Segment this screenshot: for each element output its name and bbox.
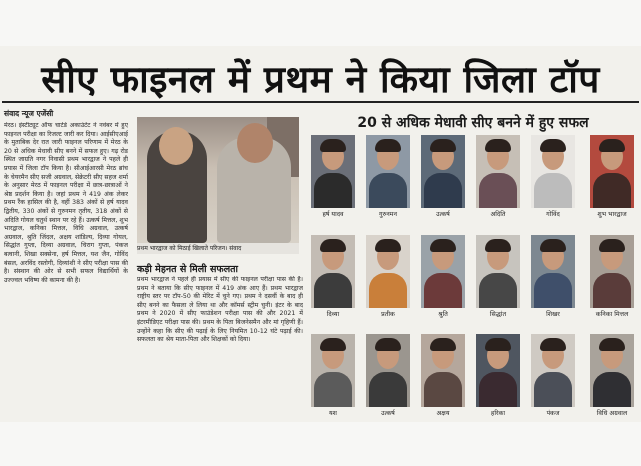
student-photo-body	[534, 273, 572, 308]
student-photo	[421, 135, 465, 208]
student-photo	[311, 334, 355, 407]
student-card	[590, 334, 634, 420]
photo-person-right-head	[237, 123, 273, 163]
student-photo	[531, 235, 575, 308]
student-photo-hair	[430, 338, 456, 351]
article-column-2: प्रथम भारद्वाज ने पहले ही प्रयास में सीए की फाइनल परीक्षा पास की है। प्रथम ने बताया कि सीए फाइनल में 419 अंक आए हैं। प्रथम भारद्वाज राष्ट्रीय स्तर पर टॉप-50 की मेरिट में चुने गए। प्रथम ने दसवीं के बाद ही सीए बनने का फैसला ले लिया था और कॉमर्स स्ट्रीम चुनी। इंटर के बाद प्रथम ने 2020 में सीए फाउंडेशन परीक्षा पास की और 2021 में इंटरमीडिएट परीक्षा पास की। प्रथम के पिता बिजनेसमैन और मां गृहिणी हैं। उन्होंने कहा कि सीए की पढ़ाई के लिए नियमित 10-12 घंटे पढ़ाई की। सफलता का श्रेय माता-पिता और शिक्षकों को दिया।	[137, 276, 303, 344]
student-card	[476, 235, 520, 321]
student-photo-hair	[540, 338, 566, 351]
student-photo-hair	[599, 338, 625, 351]
page-top-margin	[0, 0, 641, 46]
student-card	[476, 334, 520, 420]
student-card	[311, 135, 355, 221]
student-photo-hair	[320, 139, 346, 152]
student-name: हर्ष यादव	[322, 211, 344, 218]
student-photo-hair	[540, 139, 566, 152]
student-photo-hair	[430, 239, 456, 252]
student-card	[366, 235, 410, 321]
article-column-1: मेरठ। इंस्टीट्यूट ऑफ चार्टर्ड अकाउंटेंट ने नवंबर में हुए फाइनल परीक्षा का रिजल्ट जारी कर दिया। आईसीएआई के मुताबिक देर रात जारी फाइनल परिणाम में मेरठ के 20 से अधिक मेधावी सीए बनने में सफल हुए। गढ़ रोड स्थित जाग्रति नगर निवासी प्रथम भारद्वाज ने पहले ही प्रयास में जिला टॉप किया है। सीआईआरसी मेरठ ब्रांच के चेयरमैन सीए सजी अग्रवाल, सेक्रेटरी सीए सहज शर्मा के अनुसार मेरठ में फाइनल परीक्षा में छात्र-छात्राओं ने श्रेष्ठ प्रदर्शन किया है। जहां प्रथम ने 419 अंक लेकर प्रथम रैंक हासिल की है, वहीं 383 अंकों से हर्ष यादव द्वितीय, 330 अंकों से गुरुनमन तृतीय, 318 अंकों से अदिति गोयल चतुर्थ स्थान पर रहे हैं। उत्कर्ष मित्तल, शुभ भारद्वाज, कनिका मित्तल, विधि अग्रवाल, उत्कर्ष अग्रवाल, श्रुति जिंदल, अक्षय शांडिल्य, दिव्या गोयल, सिद्धांत गुप्ता, दिव्या अग्रवाल, चिराग गुप्ता, पंकज बत्वानी, शिखा सक्सेना, हर्ष मित्तल, यश जैन, गोविंद बंसल, अरविंद रस्तोगी, दिव्यांशी ने सीए परीक्षा पास की है। संस्थान की ओर से सभी सफल विद्यार्थियों के उज्ज्वल भविष्य की कामना की है।	[4, 122, 128, 284]
student-photo-body	[369, 372, 407, 407]
student-name: गोविंद	[546, 211, 560, 218]
student-name: विधि अग्रवाल	[596, 410, 628, 417]
student-photo-body	[314, 273, 352, 308]
student-name: यश	[329, 410, 337, 417]
student-photo-body	[314, 173, 352, 208]
student-card	[421, 334, 465, 420]
student-photo	[366, 135, 410, 208]
student-photo-body	[424, 173, 462, 208]
student-name: उत्कर्ष	[436, 211, 450, 218]
student-card	[311, 334, 355, 420]
student-card	[366, 334, 410, 420]
student-photo-body	[314, 372, 352, 407]
student-photo-hair	[599, 239, 625, 252]
student-photo-hair	[599, 139, 625, 152]
student-name: कनिका मित्तल	[595, 311, 629, 318]
student-name: उत्कर्ष	[381, 410, 395, 417]
student-photo-hair	[485, 338, 511, 351]
student-name: शुभ भारद्वाज	[597, 211, 627, 218]
student-name: पंकज	[546, 410, 560, 417]
page-bottom-margin	[0, 422, 641, 466]
student-photo-body	[479, 372, 517, 407]
student-card	[311, 235, 355, 321]
student-photo	[311, 135, 355, 208]
student-name: दिव्या	[326, 311, 340, 318]
student-photo-body	[369, 173, 407, 208]
student-photo-hair	[375, 139, 401, 152]
student-photo-hair	[375, 239, 401, 252]
student-card	[421, 135, 465, 221]
student-photo	[590, 235, 634, 308]
student-photo-hair	[485, 139, 511, 152]
headline-divider	[2, 101, 639, 103]
student-card	[531, 235, 575, 321]
student-photo-hair	[540, 239, 566, 252]
photo-caption: प्रथम भारद्वाज को मिठाई खिलाते परिजन। संवाद	[137, 243, 299, 254]
student-name: हरिका	[490, 410, 506, 417]
student-photo-body	[424, 273, 462, 308]
student-photo	[366, 334, 410, 407]
student-photo	[476, 334, 520, 407]
student-card	[590, 135, 634, 221]
student-card	[476, 135, 520, 221]
student-photo-body	[424, 372, 462, 407]
family-photo	[137, 117, 299, 243]
student-name: अदिति	[490, 211, 506, 218]
student-photo	[476, 135, 520, 208]
student-card	[531, 135, 575, 221]
photo-person-left-head	[159, 127, 193, 165]
headline: सीए फाइनल में प्रथम ने किया जिला टॉप	[41, 58, 600, 101]
dateline: संवाद न्यूज एजेंसी	[4, 109, 54, 118]
student-photo-body	[534, 372, 572, 407]
student-photo	[590, 135, 634, 208]
student-photo-hair	[375, 338, 401, 351]
student-photo-hair	[430, 139, 456, 152]
student-name: शिखर	[546, 311, 560, 318]
student-photo-body	[593, 173, 631, 208]
student-name: गुरुनमन	[378, 211, 398, 218]
student-name: प्रतीक	[381, 311, 395, 318]
student-name: सिद्धांत	[489, 311, 507, 318]
student-photo-body	[479, 173, 517, 208]
student-grid-title: 20 से अधिक मेधावी सीए बनने में हुए सफल	[357, 115, 589, 131]
article-subhead: कड़ी मेहनत से मिली सफलता	[137, 264, 239, 275]
student-photo	[421, 334, 465, 407]
student-photo-body	[593, 372, 631, 407]
student-photo-body	[479, 273, 517, 308]
student-photo-body	[593, 273, 631, 308]
student-photo	[531, 135, 575, 208]
student-card	[421, 235, 465, 321]
student-photo-body	[534, 173, 572, 208]
student-photo	[476, 235, 520, 308]
student-photo	[590, 334, 634, 407]
student-photo-hair	[485, 239, 511, 252]
student-name: श्रुति	[438, 311, 448, 318]
student-name: अक्षय	[436, 410, 450, 417]
student-photo	[531, 334, 575, 407]
student-photo-hair	[320, 239, 346, 252]
student-photo-grid	[308, 135, 638, 423]
student-photo-hair	[320, 338, 346, 351]
student-photo	[311, 235, 355, 308]
student-photo	[366, 235, 410, 308]
student-photo	[421, 235, 465, 308]
student-card	[531, 334, 575, 420]
student-card	[590, 235, 634, 321]
student-photo-body	[369, 273, 407, 308]
student-card	[366, 135, 410, 221]
